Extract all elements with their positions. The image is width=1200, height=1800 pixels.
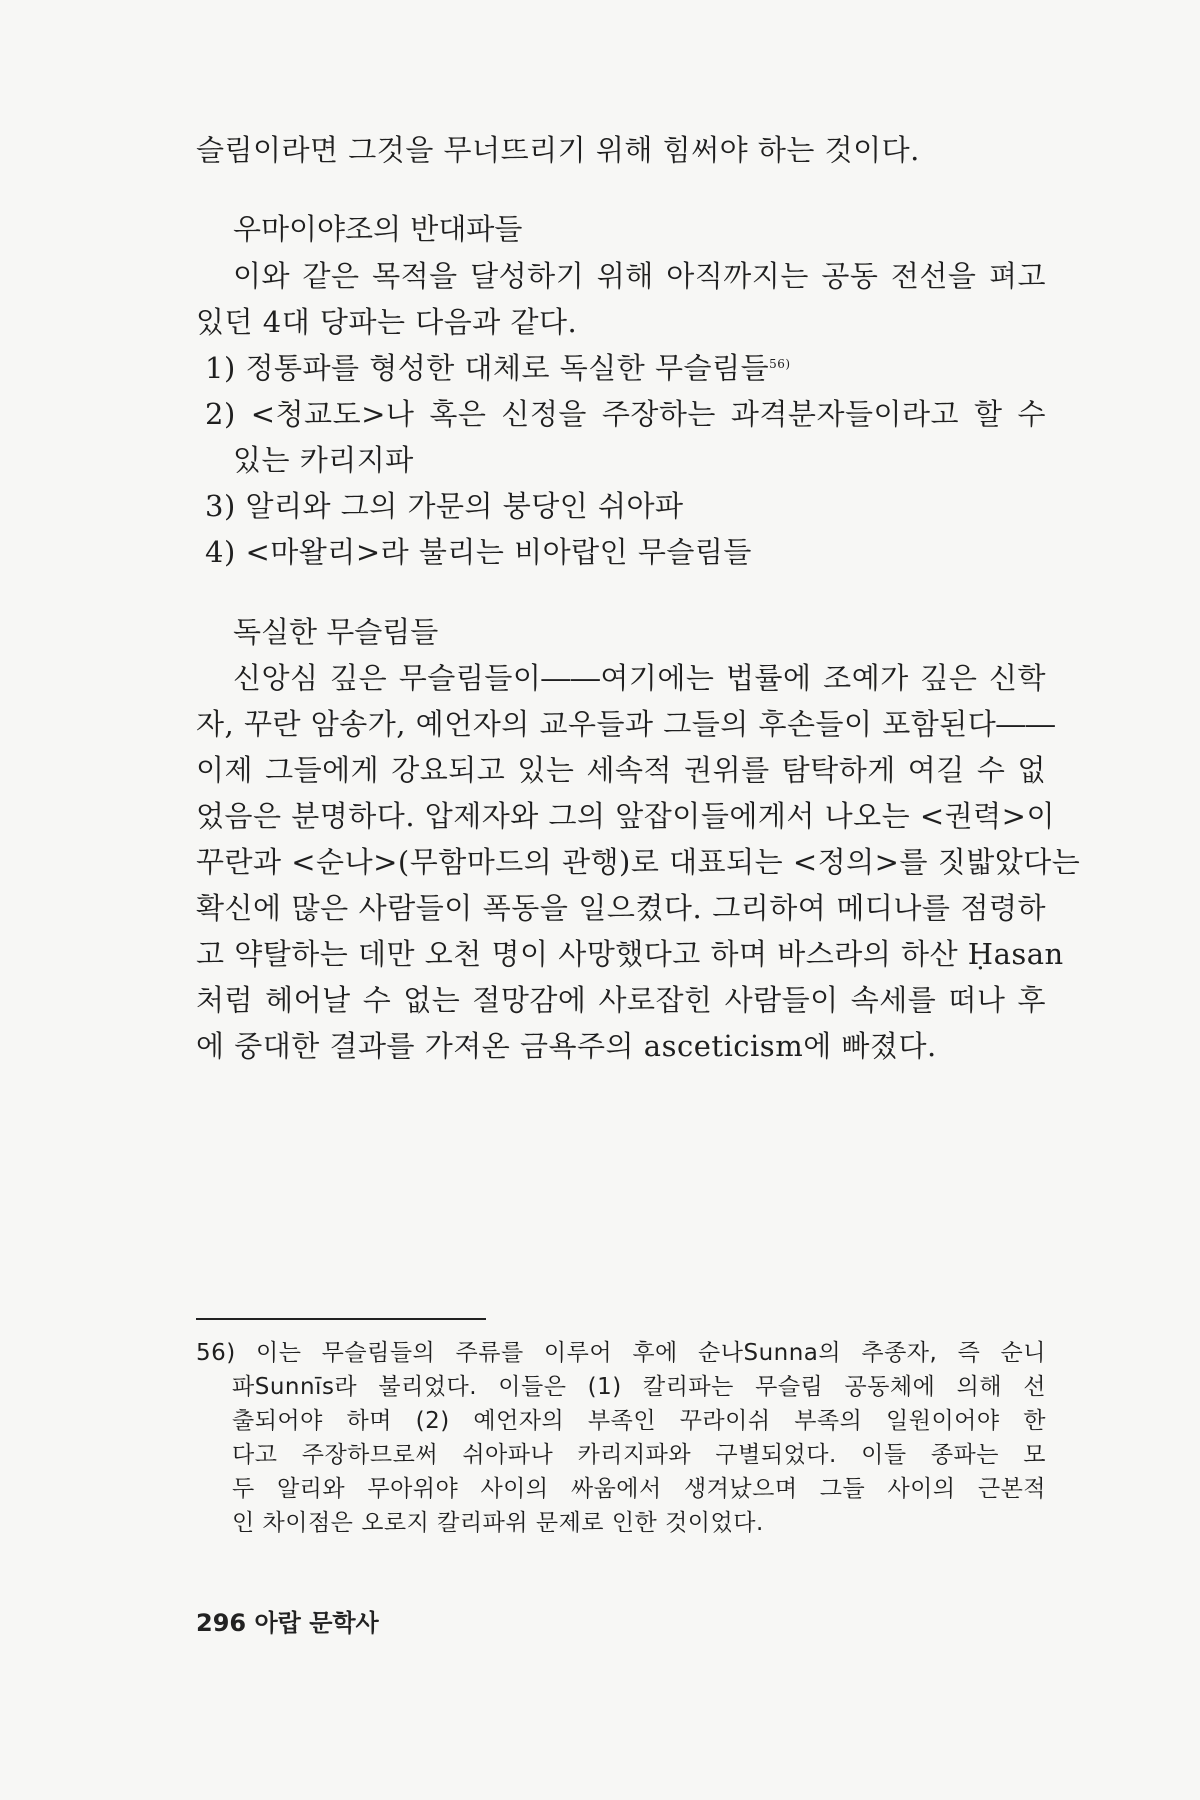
footnote-divider (196, 1318, 486, 1320)
footnote-line: 인 차이점은 오로지 칼리파위 문제로 인한 것이었다. (232, 1510, 764, 1536)
list-item-continuation: 있는 카리지파 (233, 443, 414, 477)
body-line: 었음은 분명하다. 압제자와 그의 앞잡이들에게서 나오는 <권력>이 (196, 799, 1055, 833)
list-item: 4) <마왈리>라 불리는 비아랍인 무슬림들 (205, 535, 752, 569)
page-number: 296 (196, 1609, 247, 1637)
body-line: 있던 4대 당파는 다음과 같다. (196, 305, 578, 339)
footnote-line: 56) 이는 무슬림들의 주류를 이루어 후에 순나Sunna의 추종자, 즉 순니 (196, 1340, 1046, 1366)
body-line: 자, 꾸란 암송가, 예언자의 교우들과 그들의 후손들이 포함된다―― (196, 707, 1056, 741)
footnote-line: 파Sunnīs라 불리었다. 이들은 (1) 칼리파는 무슬림 공동체에 의해 선 (232, 1374, 1046, 1400)
body-line: 처럼 헤어날 수 없는 절망감에 사로잡힌 사람들이 속세를 떠나 후 (196, 983, 1046, 1017)
list-item-text: 1) 정통파를 형성한 대체로 독실한 무슬림들 (205, 351, 770, 385)
body-line: 이와 같은 목적을 달성하기 위해 아직까지는 공동 전선을 펴고 (233, 259, 1046, 293)
list-item: 2) <청교도>나 혹은 신정을 주장하는 과격분자들이라고 할 수 (205, 397, 1046, 431)
body-line: 이제 그들에게 강요되고 있는 세속적 권위를 탐탁하게 여길 수 없 (196, 753, 1046, 787)
footnote-line: 다고 주장하므로써 쉬아파나 카리지파와 구별되었다. 이들 종파는 모 (232, 1442, 1046, 1468)
list-item: 3) 알리와 그의 가문의 붕당인 쉬아파 (205, 489, 684, 523)
body-line: 신앙심 깊은 무슬림들이――여기에는 법률에 조예가 깊은 신학 (233, 661, 1046, 695)
section-heading: 우마이야조의 반대파들 (233, 212, 523, 246)
body-line: 고 약탈하는 데만 오천 명이 사망했다고 하며 바스라의 하산 Ḥasan (196, 937, 1064, 971)
running-title: 아랍 문학사 (254, 1609, 379, 1637)
list-item (205, 348, 1055, 388)
footnote-line: 출되어야 하며 (2) 예언자의 부족인 꾸라이쉬 부족의 일원이어야 한 (232, 1408, 1046, 1434)
body-line: 확신에 많은 사람들이 폭동을 일으켰다. 그리하여 메디나를 점령하 (196, 891, 1046, 925)
body-line: 에 중대한 결과를 가져온 금욕주의 asceticism에 빠졌다. (196, 1029, 937, 1063)
page-footer (196, 1608, 379, 1638)
footnote-marker: 56) (769, 357, 791, 371)
body-line: 꾸란과 <순나>(무함마드의 관행)로 대표되는 <정의>를 짓밟았다는 (196, 845, 1081, 879)
footnote-line: 두 알리와 무아위야 사이의 싸움에서 생겨났으며 그들 사이의 근본적 (232, 1476, 1046, 1502)
body-line: 슬림이라면 그것을 무너뜨리기 위해 힘써야 하는 것이다. (196, 133, 920, 167)
section-heading: 독실한 무슬림들 (233, 615, 439, 649)
